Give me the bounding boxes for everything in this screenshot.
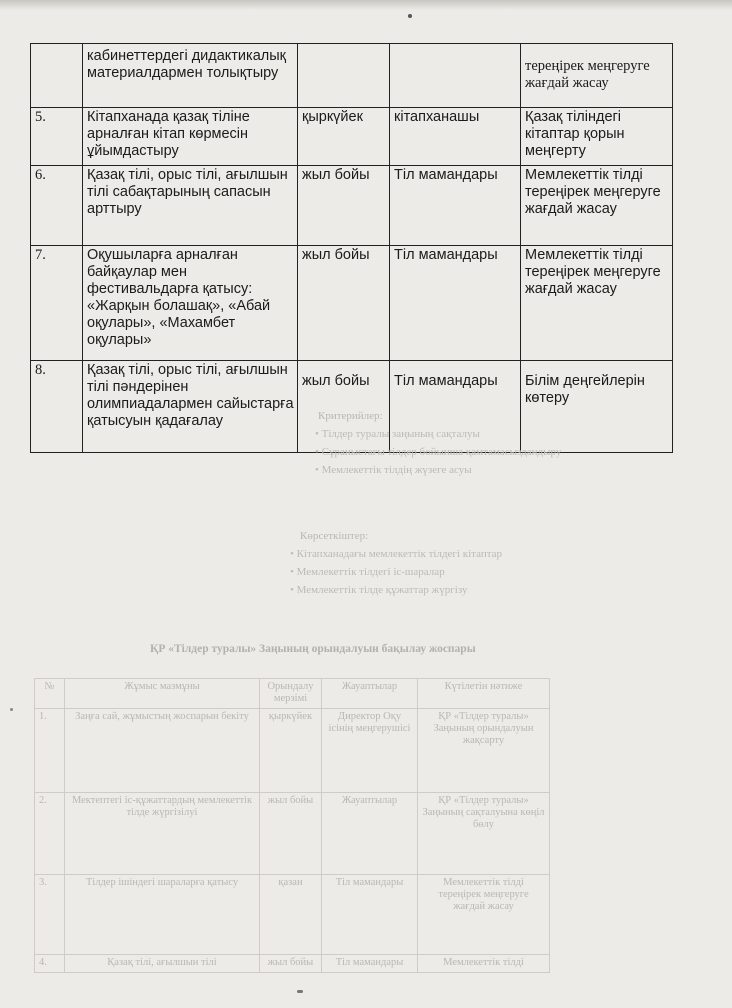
faded-cell: қыркүйек bbox=[260, 709, 322, 793]
row-activity: Оқушыларға арналған байқаулар мен фестивальдарға қатысу: «Жарқын болашақ», «Абай оқулары», «Махамбет оқулары» bbox=[83, 246, 298, 361]
faded-plan-title: ҚР «Тілдер туралы» Заңының орындалуын бақылау жоспары bbox=[150, 643, 476, 655]
faded-header-cell: Орындалу мерзімі bbox=[260, 679, 322, 709]
row-responsible: Тіл мамандары bbox=[390, 166, 521, 246]
row-result: Қазақ тіліндегі кітаптар қорын меңгерту bbox=[521, 108, 673, 166]
faded-header-cell: Күтілетін нәтиже bbox=[418, 679, 550, 709]
faded-indicators-label: Көрсеткіштер: bbox=[300, 530, 369, 542]
faded-cell: жыл бойы bbox=[260, 793, 322, 875]
row-deadline: жыл бойы bbox=[298, 166, 390, 246]
faded-criteria-item: • Тілдер туралы заңының сақталуы bbox=[315, 428, 480, 440]
faded-cell: 1. bbox=[35, 709, 65, 793]
faded-criteria-item: • Сұраныстағы тілдер бойынша қамтамасыздандыру bbox=[315, 446, 562, 458]
faded-header-cell: № bbox=[35, 679, 65, 709]
row-number: 8. bbox=[31, 361, 83, 453]
faded-plan-table bbox=[34, 678, 550, 973]
table-row bbox=[31, 44, 673, 108]
row-activity: кабинеттердегі дидактикалық материалдармен толықтыру bbox=[83, 44, 298, 108]
row-deadline: қыркүйек bbox=[298, 108, 390, 166]
row-number bbox=[31, 44, 83, 108]
faded-indicator-item: • Кітапханадағы мемлекеттік тілдегі кітаптар bbox=[290, 548, 503, 560]
faded-cell: жыл бойы bbox=[260, 955, 322, 973]
faded-cell: ҚР «Тілдер туралы» Заңының орындалуын жақсарту bbox=[418, 709, 550, 793]
row-responsible bbox=[390, 44, 521, 108]
faded-indicator-item: • Мемлекеттік тілде құжаттар жүргізу bbox=[290, 584, 468, 596]
faded-header-cell: Жұмыс мазмұны bbox=[65, 679, 260, 709]
faded-criteria-item: • Мемлекеттік тілдің жүзеге асуы bbox=[315, 464, 472, 476]
faded-cell: Мемлекеттік тілді тереңірек меңгеруге жағдай жасау bbox=[418, 875, 550, 955]
faded-table-row bbox=[35, 793, 550, 875]
row-result: Мемлекеттік тілді тереңірек меңгеруге жағдай жасау bbox=[521, 166, 673, 246]
faded-table-header bbox=[35, 679, 550, 709]
faded-table-row bbox=[35, 709, 550, 793]
faded-criteria-label: Критерийлер: bbox=[318, 410, 383, 422]
faded-table-row bbox=[35, 955, 550, 973]
row-deadline bbox=[298, 44, 390, 108]
row-responsible: Тіл мамандары bbox=[390, 361, 521, 453]
faded-cell: ҚР «Тілдер туралы» Заңының сақталуына көңіл бөлу bbox=[418, 793, 550, 875]
faded-indicator-item: • Мемлекеттік тілдегі іс-шаралар bbox=[290, 566, 445, 578]
faded-cell: 3. bbox=[35, 875, 65, 955]
faded-cell: Қазақ тілі, ағылшын тілі bbox=[65, 955, 260, 973]
faded-header-cell: Жауаптылар bbox=[322, 679, 418, 709]
row-result: Мемлекеттік тілді тереңірек меңгеруге жағдай жасау bbox=[521, 246, 673, 361]
row-responsible: кітапханашы bbox=[390, 108, 521, 166]
row-deadline: жыл бойы bbox=[298, 361, 390, 453]
row-result: Білім деңгейлерін көтеру bbox=[521, 361, 673, 453]
faded-cell: Тілдер ішіндегі шараларға қатысу bbox=[65, 875, 260, 955]
row-number: 7. bbox=[31, 246, 83, 361]
row-activity: Кітапханада қазақ тіліне арналған кітап көрмесін ұйымдастыру bbox=[83, 108, 298, 166]
faded-cell: Жауаптылар bbox=[322, 793, 418, 875]
row-deadline: жыл бойы bbox=[298, 246, 390, 361]
row-activity: Қазақ тілі, орыс тілі, ағылшын тілі сабақтарының сапасын арттыру bbox=[83, 166, 298, 246]
row-number: 5. bbox=[31, 108, 83, 166]
row-activity: Қазақ тілі, орыс тілі, ағылшын тілі пәндерінен олимпиадалармен сайыстарға қатысуын қадағалау bbox=[83, 361, 298, 453]
speck bbox=[408, 14, 412, 18]
row-number: 6. bbox=[31, 166, 83, 246]
speck bbox=[10, 708, 13, 711]
faded-table-row bbox=[35, 875, 550, 955]
plan-table bbox=[30, 43, 673, 453]
speck bbox=[297, 990, 303, 993]
faded-cell: Мемлекеттік тілді bbox=[418, 955, 550, 973]
table-row bbox=[31, 108, 673, 166]
table-row bbox=[31, 246, 673, 361]
table-row bbox=[31, 166, 673, 246]
faded-cell: қазан bbox=[260, 875, 322, 955]
paper-edge bbox=[0, 0, 732, 10]
row-result: тереңірек меңгеруге жағдай жасау bbox=[521, 44, 673, 108]
faded-cell: Тіл мамандары bbox=[322, 875, 418, 955]
row-responsible: Тіл мамандары bbox=[390, 246, 521, 361]
faded-cell: Директор Оқу ісінің меңгерушісі bbox=[322, 709, 418, 793]
faded-cell: 2. bbox=[35, 793, 65, 875]
faded-cell: Мектептегі іс-құжаттардың мемлекеттік тілде жүргізілуі bbox=[65, 793, 260, 875]
faded-cell: Тіл мамандары bbox=[322, 955, 418, 973]
faded-cell: Заңға сай, жұмыстың жоспарын бекіту bbox=[65, 709, 260, 793]
faded-cell: 4. bbox=[35, 955, 65, 973]
